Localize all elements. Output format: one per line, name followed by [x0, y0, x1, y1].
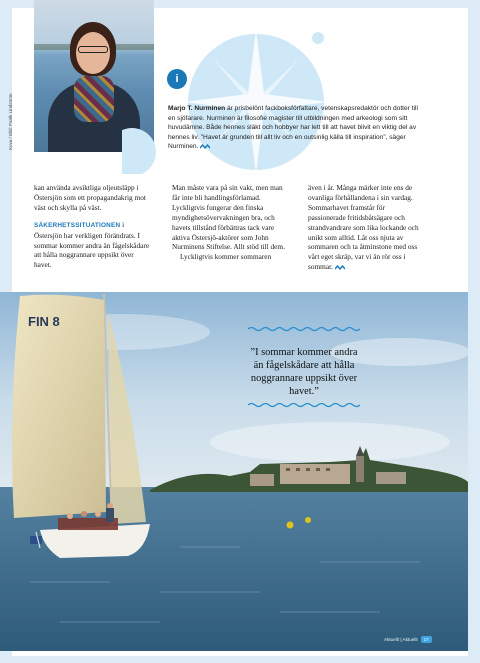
author-bio	[168, 104, 424, 152]
body-column-2	[172, 183, 288, 262]
wave-end-mark-icon	[200, 144, 210, 149]
body-column-3	[308, 183, 424, 272]
info-badge-icon: i	[167, 69, 187, 89]
paragraph: Man måste vara på sin vakt, men man får inte bli handlingsförlamad. Lyckligtvis fungerar den finska myndighetsövervakningen bra, och havets tillstånd förbättras tack vare aktiva Östersjö-aktörer som John Nurminens Stiftelse. Allt stöd till dem.	[172, 183, 285, 252]
section-lead: SÄKERHETSSITUATIONEN	[34, 221, 121, 229]
paragraph-text: i Östersjön har verkligen förändrats. I sommar kommer andra än fågelskådare att hålla noggrannare uppsikt över havet.	[34, 219, 150, 270]
author-name: Marjo T. Nurminen	[168, 105, 226, 112]
quote-wave-top-icon	[248, 326, 360, 332]
author-bio-text: är prisbelönt fackboksförfattare, vetenskapsredaktör och dotter till en sjöfarare. Nurminen är filosofie magister till utbildningen med arkeologi som sitt huvudämne. Både hennes släkt och hobbyer har lett till att havet blivit en viktig del av hennes liv. ”Havet är grunden till allt liv och en outsinlig källa till inspiration”, säger Nurminen.	[168, 105, 418, 151]
pull-quote: ”I sommar kommer andra än fågelskådare att hålla noggrannare uppsikt över havet.”	[250, 347, 358, 397]
quote-wave-bottom-icon	[248, 402, 360, 408]
page-footer	[384, 636, 432, 643]
photo-credit: Kuva / Bild: Patrik Lindström	[8, 93, 13, 150]
body-column-1	[34, 183, 150, 270]
page-number: 17	[421, 636, 432, 643]
paragraph	[308, 183, 424, 272]
paragraph: kan använda avsiktliga oljeutsläpp i Östersjön som ett propagandakrig mot väst och skylla på väst.	[34, 183, 146, 212]
paragraph: Lyckligtvis kommer sommaren	[180, 252, 272, 262]
paragraph-text: även i år. Många märker inte ens de ovanliga förhållandena i sin vardag. Sommarhavet framstår för passionerade fritidsbåtsägare och strandvandrare som lika lockande och unikt som alltid. Låt oss njuta av sommaren och ta åtminstone med oss vårt eget skräp, var vi än rör oss i sommar.	[308, 183, 419, 272]
wave-end-mark-icon	[335, 265, 345, 270]
footer-section: Aktuellt | Aktuellt	[384, 637, 418, 642]
sail-number: FIN 8	[28, 314, 60, 329]
sailing-photo	[0, 292, 468, 651]
paragraph	[34, 220, 150, 271]
